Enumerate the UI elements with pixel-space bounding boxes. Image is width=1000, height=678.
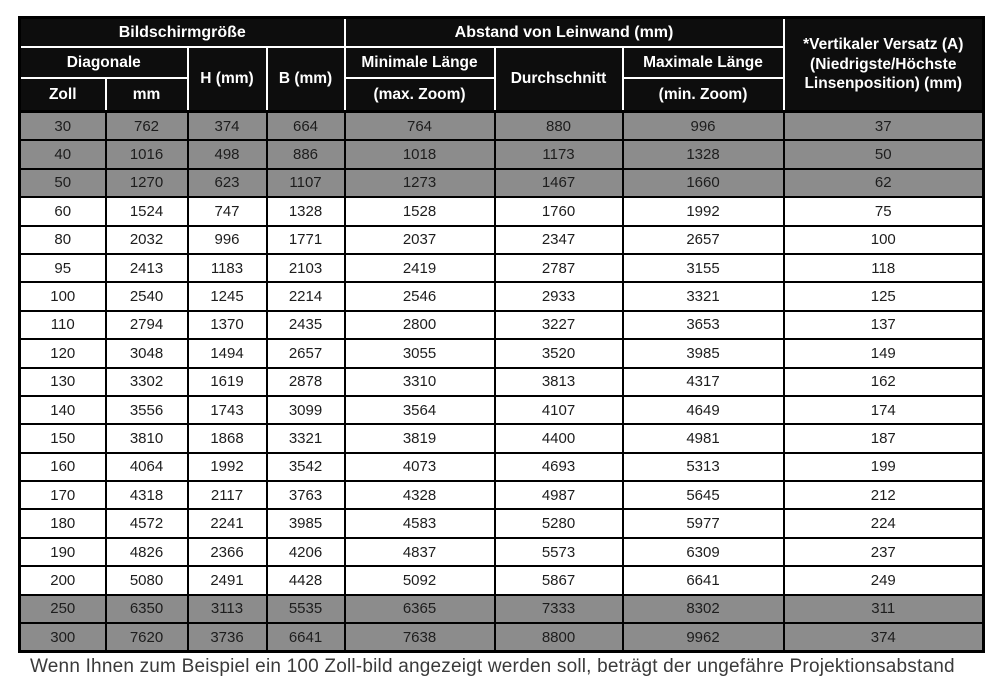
cell-avg: 4693: [495, 453, 623, 481]
cell-b: 6641: [267, 623, 345, 652]
cell-zoll: 40: [20, 140, 106, 168]
cell-avg: 2933: [495, 282, 623, 310]
cell-zoll: 60: [20, 197, 106, 225]
cell-zoll: 140: [20, 396, 106, 424]
cell-max: 4981: [623, 424, 784, 452]
cell-avg: 4400: [495, 424, 623, 452]
cell-avg: 4107: [495, 396, 623, 424]
cell-min: 2800: [345, 311, 495, 339]
cell-zoll: 170: [20, 481, 106, 509]
cell-max: 5313: [623, 453, 784, 481]
header-bildschirmgroesse: Bildschirmgröße: [20, 18, 345, 48]
cell-offset: 224: [784, 509, 984, 537]
cell-min: 2546: [345, 282, 495, 310]
cell-max: 9962: [623, 623, 784, 652]
cell-avg: 8800: [495, 623, 623, 652]
versatz-line-1: *Vertikaler Versatz (A): [803, 36, 964, 54]
cell-zoll: 100: [20, 282, 106, 310]
cell-mm: 762: [106, 112, 188, 141]
cell-b: 2878: [267, 368, 345, 396]
cell-b: 3763: [267, 481, 345, 509]
cell-avg: 2347: [495, 226, 623, 254]
cell-mm: 4064: [106, 453, 188, 481]
cell-h: 2117: [188, 481, 267, 509]
header-zoll: Zoll: [20, 78, 106, 112]
table-row: [20, 112, 984, 141]
cell-b: 4206: [267, 538, 345, 566]
cell-offset: 374: [784, 623, 984, 652]
cell-max: 3985: [623, 339, 784, 367]
cell-offset: 100: [784, 226, 984, 254]
cell-min: 4073: [345, 453, 495, 481]
cell-min: 2419: [345, 254, 495, 282]
cell-avg: 5867: [495, 566, 623, 594]
cell-max: 5977: [623, 509, 784, 537]
cell-zoll: 200: [20, 566, 106, 594]
cell-zoll: 30: [20, 112, 106, 141]
cell-min: 3564: [345, 396, 495, 424]
cell-avg: 5280: [495, 509, 623, 537]
cell-zoll: 300: [20, 623, 106, 652]
cell-zoll: 80: [20, 226, 106, 254]
table-row: [20, 339, 984, 367]
cell-mm: 1270: [106, 169, 188, 197]
cell-avg: 880: [495, 112, 623, 141]
table-row: [20, 140, 984, 168]
cell-offset: 75: [784, 197, 984, 225]
cell-mm: 4572: [106, 509, 188, 537]
table-row: [20, 396, 984, 424]
cell-mm: 2540: [106, 282, 188, 310]
cell-h: 2366: [188, 538, 267, 566]
cell-zoll: 95: [20, 254, 106, 282]
cell-min: 764: [345, 112, 495, 141]
cell-b: 3099: [267, 396, 345, 424]
cell-h: 374: [188, 112, 267, 141]
cell-max: 8302: [623, 595, 784, 623]
cell-b: 5535: [267, 595, 345, 623]
cell-max: 4649: [623, 396, 784, 424]
cell-b: 2657: [267, 339, 345, 367]
cell-offset: 62: [784, 169, 984, 197]
header-diagonale: Diagonale: [20, 47, 188, 78]
cell-max: 1992: [623, 197, 784, 225]
cell-min: 1528: [345, 197, 495, 225]
cell-max: 3321: [623, 282, 784, 310]
cell-avg: 7333: [495, 595, 623, 623]
cell-min: 1273: [345, 169, 495, 197]
cell-max: 1660: [623, 169, 784, 197]
cell-offset: 174: [784, 396, 984, 424]
cell-max: 5645: [623, 481, 784, 509]
cell-b: 664: [267, 112, 345, 141]
cell-offset: 249: [784, 566, 984, 594]
projection-distance-table: [18, 16, 985, 653]
cell-min: 4583: [345, 509, 495, 537]
cell-offset: 137: [784, 311, 984, 339]
footnote-text: Wenn Ihnen zum Beispiel ein 100 Zoll-bild angezeigt werden soll, beträgt der ungefähre Projektionsabstand: [30, 656, 955, 677]
cell-zoll: 160: [20, 453, 106, 481]
header-vertikaler-versatz: [784, 18, 984, 112]
cell-b: 4428: [267, 566, 345, 594]
cell-b: 3321: [267, 424, 345, 452]
cell-h: 1619: [188, 368, 267, 396]
cell-mm: 4318: [106, 481, 188, 509]
cell-zoll: 250: [20, 595, 106, 623]
cell-h: 1370: [188, 311, 267, 339]
cell-avg: 3227: [495, 311, 623, 339]
cell-offset: 237: [784, 538, 984, 566]
cell-mm: 6350: [106, 595, 188, 623]
table-row: [20, 311, 984, 339]
cell-h: 3736: [188, 623, 267, 652]
cell-min: 3055: [345, 339, 495, 367]
cell-mm: 3810: [106, 424, 188, 452]
cell-mm: 1016: [106, 140, 188, 168]
cell-zoll: 150: [20, 424, 106, 452]
cell-h: 1743: [188, 396, 267, 424]
header-minimale-laenge: Minimale Länge: [345, 47, 495, 78]
cell-offset: 212: [784, 481, 984, 509]
table-row: [20, 453, 984, 481]
cell-mm: 3302: [106, 368, 188, 396]
header-durchschnitt: Durchschnitt: [495, 47, 623, 112]
cell-avg: 3813: [495, 368, 623, 396]
versatz-line-2: (Niedrigste/Höchste: [810, 55, 957, 73]
cell-b: 2214: [267, 282, 345, 310]
cell-mm: 1524: [106, 197, 188, 225]
cell-h: 498: [188, 140, 267, 168]
cell-zoll: 180: [20, 509, 106, 537]
cell-b: 2103: [267, 254, 345, 282]
cell-offset: 162: [784, 368, 984, 396]
cell-h: 1183: [188, 254, 267, 282]
table-row: [20, 197, 984, 225]
cell-mm: 2794: [106, 311, 188, 339]
cell-max: 3155: [623, 254, 784, 282]
cell-avg: 2787: [495, 254, 623, 282]
header-min-zoom: (min. Zoom): [623, 78, 784, 112]
cell-min: 1018: [345, 140, 495, 168]
versatz-line-3: Linsenposition) (mm): [804, 75, 963, 93]
cell-mm: 3048: [106, 339, 188, 367]
cell-h: 1494: [188, 339, 267, 367]
table-row: [20, 226, 984, 254]
header-max-zoom: (max. Zoom): [345, 78, 495, 112]
table-row: [20, 623, 984, 652]
cell-zoll: 120: [20, 339, 106, 367]
cell-max: 6309: [623, 538, 784, 566]
cell-b: 886: [267, 140, 345, 168]
cell-max: 3653: [623, 311, 784, 339]
table-row: [20, 595, 984, 623]
cell-offset: 187: [784, 424, 984, 452]
cell-b: 3542: [267, 453, 345, 481]
cell-offset: 149: [784, 339, 984, 367]
cell-h: 1992: [188, 453, 267, 481]
cell-min: 4837: [345, 538, 495, 566]
cell-zoll: 130: [20, 368, 106, 396]
cell-h: 996: [188, 226, 267, 254]
cell-min: 2037: [345, 226, 495, 254]
cell-max: 6641: [623, 566, 784, 594]
cell-b: 3985: [267, 509, 345, 537]
table-header: [20, 18, 984, 112]
cell-min: 3819: [345, 424, 495, 452]
table-row: [20, 282, 984, 310]
cell-mm: 2032: [106, 226, 188, 254]
cell-h: 3113: [188, 595, 267, 623]
table-row: [20, 481, 984, 509]
table-row: [20, 538, 984, 566]
cell-b: 1328: [267, 197, 345, 225]
cell-b: 1107: [267, 169, 345, 197]
cell-min: 7638: [345, 623, 495, 652]
cell-avg: 3520: [495, 339, 623, 367]
cell-max: 2657: [623, 226, 784, 254]
cell-zoll: 50: [20, 169, 106, 197]
header-mm: mm: [106, 78, 188, 112]
table-row: [20, 509, 984, 537]
cell-h: 2491: [188, 566, 267, 594]
cell-mm: 7620: [106, 623, 188, 652]
cell-offset: 118: [784, 254, 984, 282]
header-maximale-laenge: Maximale Länge: [623, 47, 784, 78]
cell-min: 5092: [345, 566, 495, 594]
cell-max: 996: [623, 112, 784, 141]
cell-mm: 5080: [106, 566, 188, 594]
cell-mm: 2413: [106, 254, 188, 282]
cell-h: 623: [188, 169, 267, 197]
table-row: [20, 169, 984, 197]
cell-min: 3310: [345, 368, 495, 396]
header-h-mm: H (mm): [188, 47, 267, 112]
cell-b: 2435: [267, 311, 345, 339]
cell-h: 2241: [188, 509, 267, 537]
cell-avg: 5573: [495, 538, 623, 566]
table-row: [20, 424, 984, 452]
cell-h: 1868: [188, 424, 267, 452]
header-abstand-von-leinwand: Abstand von Leinwand (mm): [345, 18, 784, 48]
cell-h: 747: [188, 197, 267, 225]
cell-b: 1771: [267, 226, 345, 254]
cell-mm: 3556: [106, 396, 188, 424]
cell-offset: 37: [784, 112, 984, 141]
cell-avg: 1760: [495, 197, 623, 225]
cell-zoll: 190: [20, 538, 106, 566]
cell-avg: 1173: [495, 140, 623, 168]
header-b-mm: B (mm): [267, 47, 345, 112]
cell-offset: 50: [784, 140, 984, 168]
cell-max: 4317: [623, 368, 784, 396]
cell-h: 1245: [188, 282, 267, 310]
table-row: [20, 566, 984, 594]
table-row: [20, 254, 984, 282]
cell-offset: 199: [784, 453, 984, 481]
cell-offset: 125: [784, 282, 984, 310]
cell-mm: 4826: [106, 538, 188, 566]
cell-zoll: 110: [20, 311, 106, 339]
table-body: [20, 112, 984, 652]
cell-avg: 4987: [495, 481, 623, 509]
cell-offset: 311: [784, 595, 984, 623]
cell-min: 6365: [345, 595, 495, 623]
cell-min: 4328: [345, 481, 495, 509]
cell-avg: 1467: [495, 169, 623, 197]
cell-max: 1328: [623, 140, 784, 168]
table-row: [20, 368, 984, 396]
